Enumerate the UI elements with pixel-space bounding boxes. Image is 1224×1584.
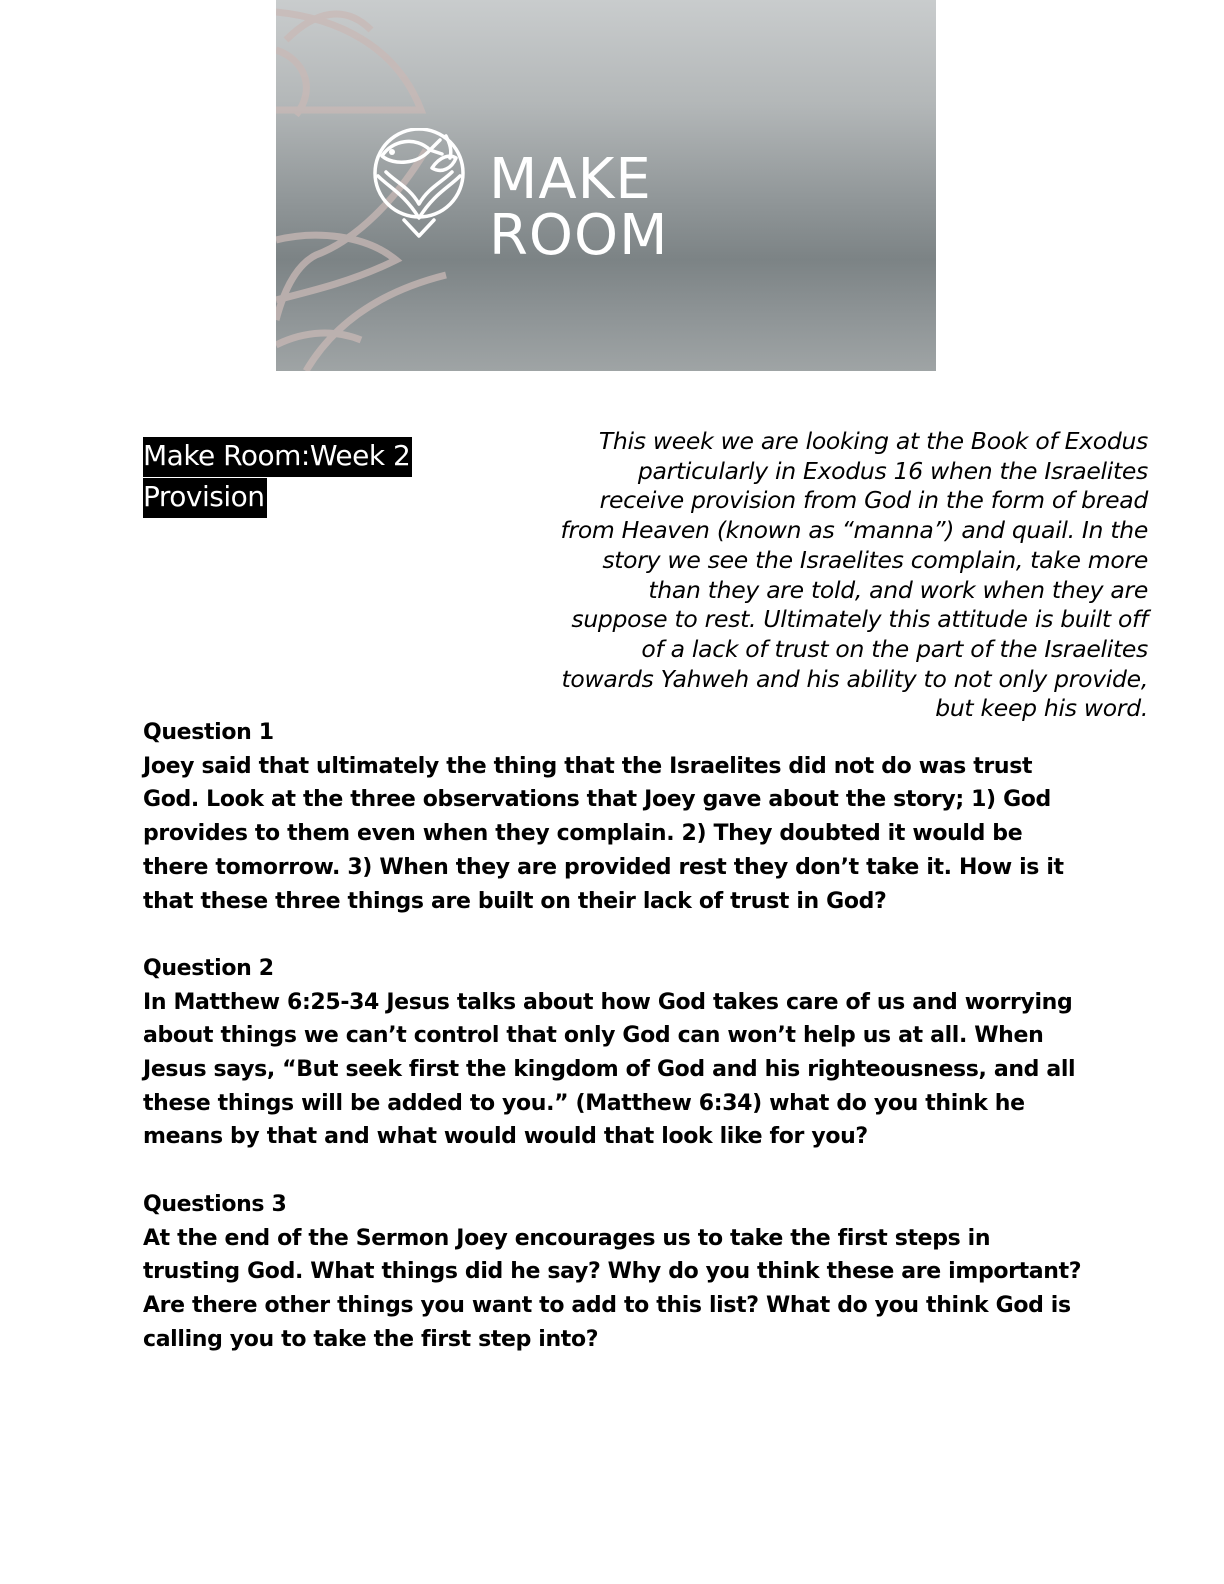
question-block <box>143 1188 1093 1357</box>
question-heading: Question 1 <box>143 720 274 745</box>
question-text: In Matthew 6:25-34 Jesus talks about how God takes care of us and worrying about things we can’t control that only God can won’t help us at all. When Jesus says, “But seek first the kingdom of God and his righteousness, and all these things will be added to you.” (Matthew 6:34) what do you think he means by that and what would would that look like for you? <box>143 989 1076 1150</box>
question-block <box>143 952 1093 1154</box>
intro-paragraph: This week we are looking at the Book of Exodus particularly in Exodus 16 when the Israelites receive provision from God in the form of bread from Heaven (known as “manna”) and quail. In the story we see the Israelites complain, take more than they are told, and work when they are suppose to rest. Ultimately this attitude is built off of a lack of trust on the part of the Israelites towards Yahweh and his ability to not only provide, but keep his word. <box>560 427 1148 723</box>
banner-title: MAKE ROOM <box>489 147 669 268</box>
page-title-line-1: Make Room:Week 2 <box>143 437 412 477</box>
page-title-line-2: Provision <box>143 478 267 518</box>
question-text: Joey said that ultimately the thing that the Israelites did not do was trust God. Look at the three observations that Joey gave about the story; 1) God provides to them even when they complain. 2) They doubted it would be there tomorrow. 3) When they are provided rest they don’t take it. How is it that these three things are built on their lack of trust in God? <box>143 753 1064 914</box>
question-heading: Questions 3 <box>143 1191 287 1217</box>
header-banner <box>276 0 936 371</box>
questions-section <box>143 716 1093 1390</box>
question-heading: Question 2 <box>143 955 274 981</box>
fish-wheat-emblem-icon <box>370 128 468 240</box>
question-block <box>143 716 1093 918</box>
page-title <box>143 436 412 518</box>
question-text: At the end of the Sermon Joey encourages us to take the first steps in trusting God. What things did he say? Why do you think these are important? Are there other things you want to add to this list? What do you think God is calling you to take the first step into? <box>143 1225 1082 1352</box>
